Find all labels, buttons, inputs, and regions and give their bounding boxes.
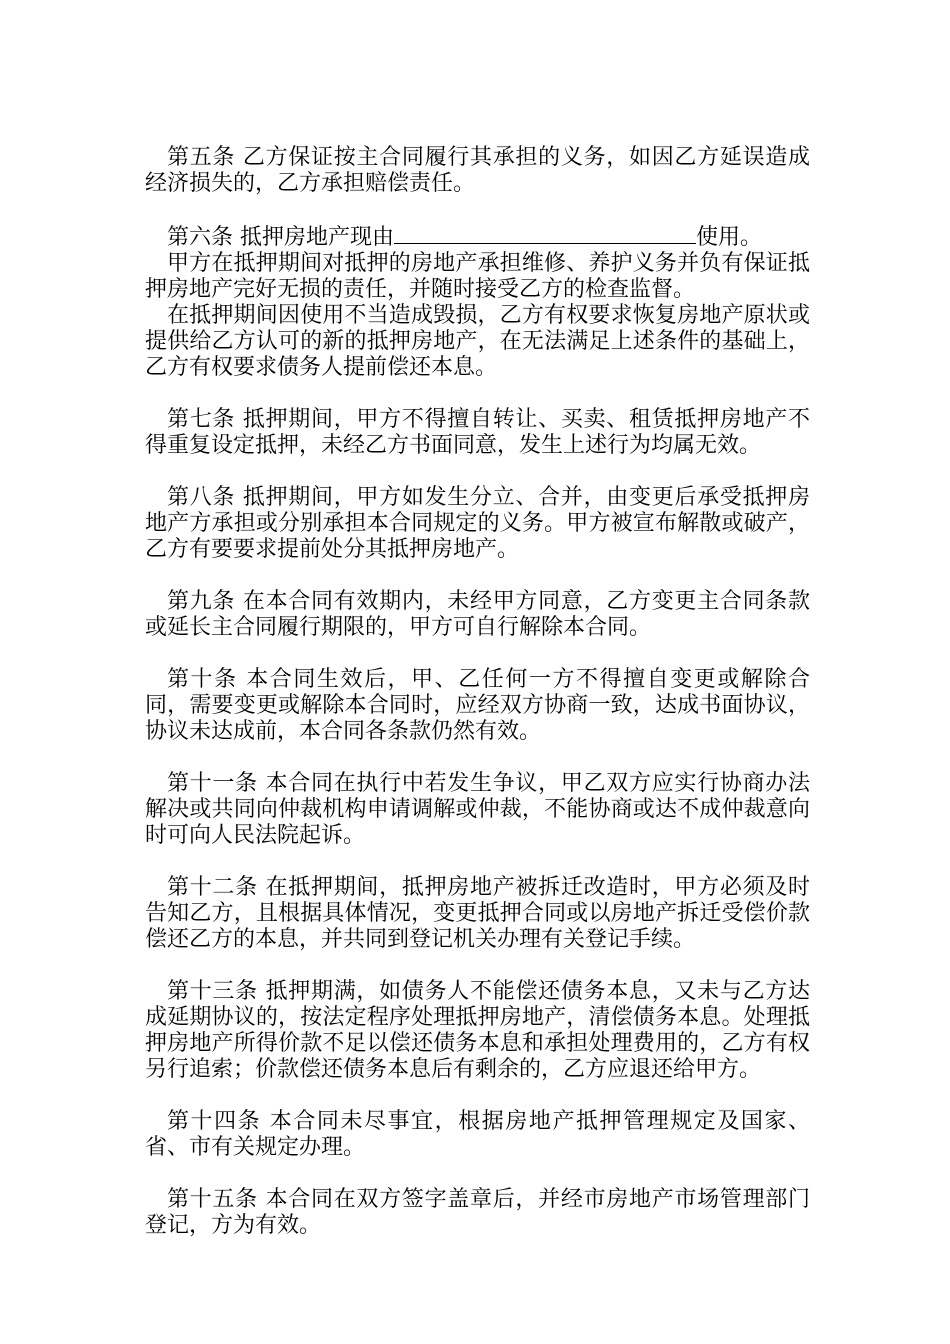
article-6-lead-text: 第六条 抵押房地产现由	[167, 225, 394, 250]
article-10-text: 第十条 本合同生效后，甲、乙任何一方不得擅自变更或解除合同，需要变更或解除本合同时，应经双方协商一致，达成书面协议，协议未达成前，本合同各条款仍然有效。	[145, 667, 810, 744]
article-11-text: 第十一条 本合同在执行中若发生争议，甲乙双方应实行协商办法解决或共同向仲裁机构申请调解或仲裁，不能协商或达不成仲裁意向时可向人民法院起诉。	[145, 771, 810, 848]
article-11	[145, 771, 810, 849]
article-7-text: 第七条 抵押期间，甲方不得擅自转让、买卖、租赁抵押房地产不得重复设定抵押，未经乙方书面同意，发生上述行为均属无效。	[145, 407, 810, 458]
article-8-text: 第八条 抵押期间，甲方如发生分立、合并，由变更后承受抵押房地产方承担或分别承担本合同规定的义务。甲方被宣布解散或破产，乙方有要要求提前处分其抵押房地产。	[145, 485, 810, 562]
article-14	[145, 1109, 810, 1161]
article-6	[145, 223, 810, 381]
article-10	[145, 667, 810, 745]
article-12-text: 第十二条 在抵押期间，抵押房地产被拆迁改造时，甲方必须及时告知乙方，且根据具体情况，变更抵押合同或以房地产拆迁受偿价款偿还乙方的本息，并共同到登记机关办理有关登记手续。	[145, 875, 810, 952]
article-15-text: 第十五条 本合同在双方签字盖章后，并经市房地产市场管理部门登记，方为有效。	[145, 1187, 810, 1238]
article-8	[145, 485, 810, 563]
article-14-text: 第十四条 本合同未尽事宜，根据房地产抵押管理规定及国家、省、市有关规定办理。	[145, 1109, 810, 1160]
article-6-blank-line	[394, 223, 696, 244]
article-6-para-2: 在抵押期间因使用不当造成毁损，乙方有权要求恢复房地产原状或提供给乙方认可的新的抵押房地产，在无法满足上述条件的基础上，乙方有权要求债务人提前偿还本息。	[145, 303, 810, 380]
article-6-para-1: 甲方在抵押期间对抵押的房地产承担维修、养护义务并负有保证抵押房地产完好无损的责任，并随时接受乙方的检查监督。	[145, 251, 810, 302]
article-15	[145, 1187, 810, 1239]
article-12	[145, 875, 810, 953]
article-9-text: 第九条 在本合同有效期内，未经甲方同意，乙方变更主合同条款或延长主合同履行期限的，甲方可自行解除本合同。	[145, 589, 810, 640]
article-5	[145, 145, 810, 197]
contract-body	[145, 145, 810, 1265]
article-6-heading	[145, 223, 810, 251]
article-13	[145, 979, 810, 1083]
article-7	[145, 407, 810, 459]
article-6-tail-text: 使用。	[696, 225, 763, 250]
article-5-text: 第五条 乙方保证按主合同履行其承担的义务，如因乙方延误造成经济损失的，乙方承担赔偿责任。	[145, 145, 810, 196]
article-13-text: 第十三条 抵押期满，如债务人不能偿还债务本息，又未与乙方达成延期协议的，按法定程序处理抵押房地产，清偿债务本息。处理抵押房地产所得价款不足以偿还债务本息和承担处理费用的，乙方有权另行追索；价款偿还债务本息后有剩余的，乙方应退还给甲方。	[145, 979, 810, 1082]
article-9	[145, 589, 810, 641]
